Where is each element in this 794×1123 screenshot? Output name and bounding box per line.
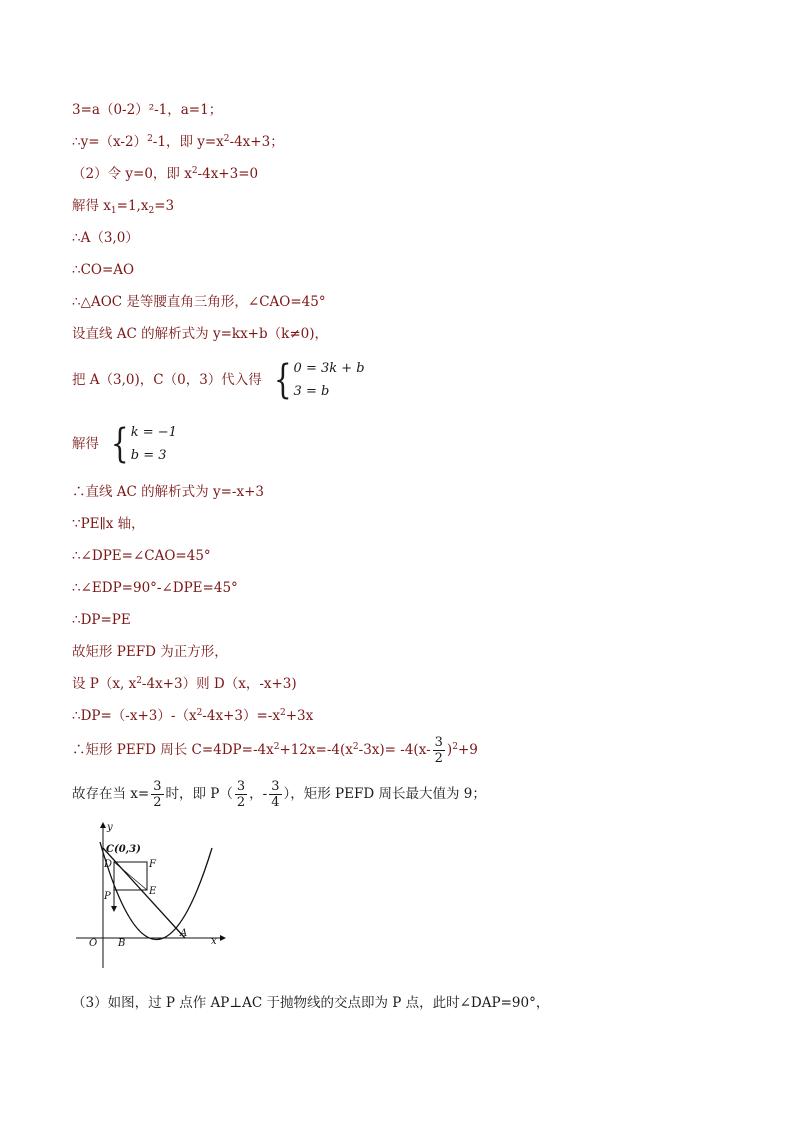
- line-19-perimeter: ∴矩形 PEFD 周长 $C=4DP=-4x^2+12x=-4(x^2-3x)= -4(x-$ $\frac{3}{2}$ )$^2$+9: [72, 735, 478, 766]
- diagonal-df: [114, 862, 147, 890]
- point-p-label: P: [104, 891, 111, 902]
- line-11: ∴直线 AC 的解析式为 y=-x+3: [72, 484, 264, 500]
- line-20-conclusion: 故存在当 x= $\frac{3}{2}$ 时，即 P（ $\frac{3}{2}$ ，- $\frac{3}{4}$ ），矩形 PEFD 周长最大值为 9；: [72, 779, 486, 810]
- line-6: ∴CO=AO: [72, 262, 135, 278]
- line-1: 3=a（0-2）²-1，a=1；: [72, 102, 223, 118]
- point-f-label: F: [149, 859, 156, 870]
- y-axis-arrow-icon: [100, 822, 106, 828]
- point-d-label: D: [104, 859, 113, 870]
- point-a-label: A: [180, 928, 188, 939]
- fraction-3-2: $\frac{3}{2}$: [434, 735, 443, 766]
- line-14: ∴∠EDP=90°-∠DPE=45°: [72, 580, 238, 596]
- line-18: $\therefore DP=(-x+3)-(x^2-4x+3)=-x^2+3x$: [72, 708, 314, 724]
- fraction-3-4: $\frac{3}{4}$: [271, 779, 280, 810]
- line-2: $\therefore y=(x-2)^2-1$，即 $y=x^2-4x+3$；: [72, 134, 284, 150]
- equation-system-2: { k = −1 b = 3: [111, 421, 177, 467]
- x-axis-arrow-icon: [220, 935, 226, 941]
- x-axis-label: x: [211, 936, 217, 947]
- fraction-3-2: $\frac{3}{2}$: [236, 779, 246, 810]
- point-c-label: C(0,3): [106, 844, 141, 855]
- down-arrow-icon: [111, 906, 117, 912]
- line-3: （2）令 y=0，即 $x^2-4x+3=0$: [72, 166, 259, 182]
- line-13: ∴∠DPE=∠CAO=45°: [72, 548, 211, 564]
- line-21: （3）如图，过 P 点作 AP⊥AC 于抛物线的交点即为 P 点，此时∠DAP=90°，: [72, 995, 550, 1011]
- line-9-substitution: 把 A（3,0)，C（0，3）代入得 { 0 = 3k + b 3 = b: [72, 357, 365, 403]
- line-16: 故矩形 PEFD 为正方形，: [72, 644, 228, 660]
- line-7: ∴△AOC 是等腰直角三角形，∠CAO=45°: [72, 294, 326, 310]
- line-5: ∴A（3,0）: [72, 230, 139, 246]
- equation-system-1: { 0 = 3k + b 3 = b: [273, 357, 365, 403]
- line-4: 解得 $x_1=1,x_2=3$: [72, 198, 175, 216]
- line-8: 设直线 AC 的解析式为 y=kx+b（k≠0)，: [72, 326, 328, 342]
- parabola-figure: [76, 820, 226, 970]
- point-b-label: B: [118, 938, 126, 949]
- fraction-3-2: $\frac{3}{2}$: [153, 779, 162, 810]
- line-17: 设 P（x, $x^2-4x+3$）则 D（x，-x+3): [72, 676, 297, 692]
- line-15: ∴DP=PE: [72, 612, 131, 628]
- line-12: ∵PE∥x 轴，: [72, 516, 145, 532]
- origin-label: O: [89, 938, 98, 949]
- line-10-solution: 解得 { k = −1 b = 3: [72, 421, 177, 467]
- y-axis-label: y: [107, 822, 113, 833]
- point-e-label: E: [149, 886, 157, 897]
